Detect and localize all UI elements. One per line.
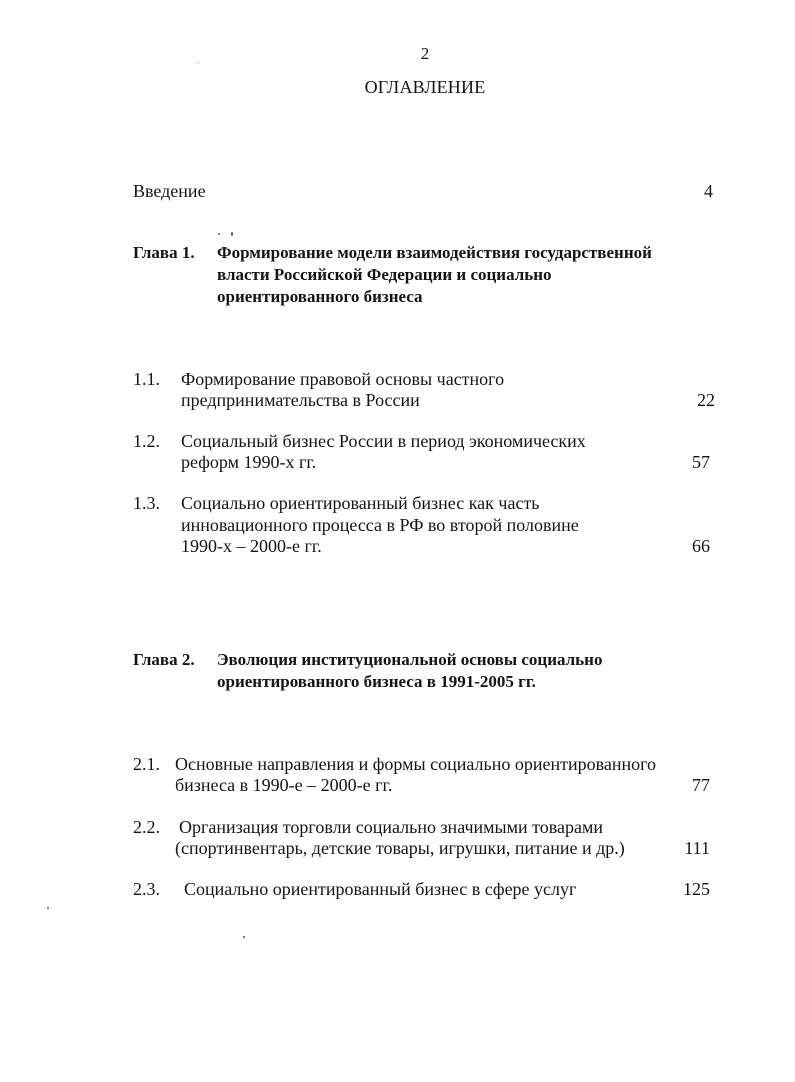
toc-page-number: 111 — [684, 838, 710, 858]
scan-speck — [198, 62, 199, 63]
section-title-line: (спортинвентарь, детские товары, игрушки, питание и др.) — [175, 838, 625, 858]
section-number: 2.2. — [133, 817, 160, 837]
toc-page-number: 66 — [692, 536, 710, 556]
toc-page-number: 125 — [683, 879, 710, 899]
page-number: 2 — [420, 44, 430, 63]
section-title-line: инновационного процесса в РФ во второй половине — [181, 515, 579, 535]
section-number: 1.3. — [133, 493, 160, 513]
toc-page-number: 22 — [697, 390, 715, 410]
toc-page-number: 4 — [704, 181, 713, 201]
chapter-title-line: власти Российской Федерации и социально — [217, 265, 552, 284]
chapter-title-line: ориентированного бизнеса — [217, 287, 423, 306]
toc-page-number: 77 — [692, 775, 710, 795]
section-title-line: предпринимательства в России — [181, 390, 420, 410]
scan-speck — [218, 233, 220, 235]
section-number: 2.3. — [133, 879, 160, 899]
chapter-title-line: ориентированного бизнеса в 1991-2005 гг. — [217, 672, 536, 691]
section-number: 2.1. — [133, 754, 160, 774]
section-number: 1.2. — [133, 431, 160, 451]
scan-speck — [243, 936, 245, 938]
section-title-line: Социально ориентированный бизнес как часть — [181, 493, 540, 513]
page-title: ОГЛАВЛЕНИЕ — [364, 77, 486, 97]
scan-speck — [47, 907, 49, 909]
section-title-line: Социальный бизнес России в период экономических — [181, 431, 586, 451]
section-title-line: Основные направления и формы социально ориентированного — [175, 754, 657, 774]
section-title-line: Формирование правовой основы частного — [181, 369, 505, 389]
section-title-line: Социально ориентированный бизнес в сфере услуг — [184, 879, 577, 899]
chapter-title-line: Формирование модели взаимодействия государственной — [217, 243, 652, 262]
section-number: 1.1. — [133, 369, 160, 389]
section-title-line: реформ 1990-х гг. — [181, 452, 317, 472]
section-title-line: 1990-х – 2000-е гг. — [181, 536, 322, 556]
toc-page-number: 57 — [692, 452, 710, 472]
toc-entry-label: Введение — [133, 181, 206, 201]
chapter-title-line: Эволюция институциональной основы социально — [217, 650, 603, 669]
chapter-label: Глава 1. — [133, 243, 195, 262]
scan-speck — [231, 232, 233, 236]
section-title-line: Организация торговли социально значимыми товарами — [179, 817, 604, 837]
section-title-line: бизнеса в 1990-е – 2000-е гг. — [175, 775, 393, 795]
chapter-label: Глава 2. — [133, 650, 195, 669]
